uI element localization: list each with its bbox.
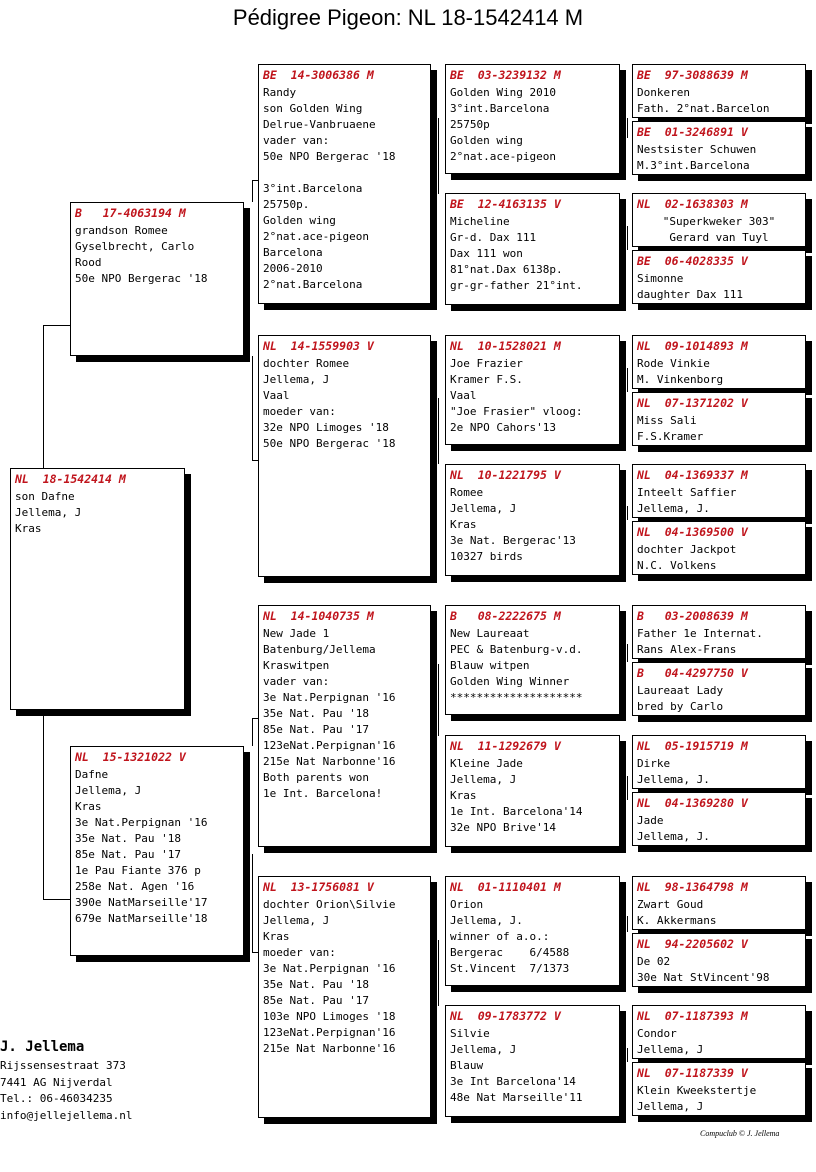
pigeon-detail-line: daughter Dax 111 (637, 288, 743, 301)
pigeon-details (637, 954, 801, 986)
pigeon-card-mm[interactable] (258, 876, 431, 1118)
pigeon-card-ffm[interactable] (445, 193, 620, 305)
pigeon-details (637, 214, 801, 246)
pigeon-detail-line: gr-gr-father 21°int. (450, 279, 583, 292)
connector-line (43, 709, 44, 899)
connector-line (43, 899, 71, 900)
pigeon-detail-line: 81°nat.Dax 6138p. (450, 263, 563, 276)
ring-number: NL 09-1783772 V (450, 1009, 561, 1023)
pigeon-card-g4-8[interactable] (632, 521, 806, 575)
pigeon-details (450, 356, 615, 436)
pigeon-details (637, 1026, 801, 1058)
pigeon-detail-line: 48e Nat Marseille'11 (450, 1091, 583, 1104)
ring-number: BE 97-3088639 M (637, 68, 748, 82)
pigeon-detail-line: 2°nat.ace-pigeon (450, 150, 556, 163)
pigeon-detail-line: 215e Nat Narbonne'16 (263, 1042, 396, 1055)
pigeon-detail-line: Jellema, J (637, 1100, 704, 1113)
pigeon-details (75, 767, 239, 927)
ring-number: NL 04-1369337 M (637, 468, 748, 482)
pigeon-detail-line: Zwart Goud (637, 898, 704, 911)
pigeon-detail-line: Jellema, J (450, 773, 517, 786)
pigeon-card-mf[interactable] (258, 605, 431, 847)
pigeon-detail-line: dochter Jackpot (637, 543, 737, 556)
pigeon-detail-line: 3e Nat. Bergerac'13 (450, 534, 576, 547)
ring-number: BE 01-3246891 V (637, 125, 748, 139)
pigeon-details (450, 485, 615, 565)
pigeon-card-g4-9[interactable] (632, 605, 806, 659)
pigeon-detail-line: 1e Int. Barcelona! (263, 787, 383, 800)
ring-number: NL 04-1369280 V (637, 796, 748, 810)
pigeon-detail-line: son Dafne (15, 490, 75, 503)
pigeon-detail-line: 50e NPO Bergerac '18 (263, 150, 396, 163)
pigeon-detail-line: Jellema, J (263, 373, 330, 386)
connector-line (627, 644, 628, 662)
pigeon-detail-line: 3e Nat.Perpignan '16 (75, 816, 208, 829)
pigeon-detail-line: 123eNat.Perpignan'16 (263, 1026, 396, 1039)
pigeon-detail-line: Joe Frazier (450, 357, 523, 370)
connector-line (627, 118, 628, 138)
pigeon-detail-line: 85e Nat. Pau '17 (75, 848, 181, 861)
pigeon-detail-line: Klein Kweekstertje (637, 1084, 757, 1097)
connector-line (43, 325, 71, 326)
pigeon-detail-line: Kras (75, 800, 102, 813)
ring-number: B 04-4297750 V (637, 666, 748, 680)
ring-number: NL 98-1364798 M (637, 880, 748, 894)
pigeon-detail-line: Jellema, J (15, 506, 82, 519)
pigeon-detail-line: Orion (450, 898, 484, 911)
pigeon-details (637, 542, 801, 574)
pigeon-detail-line: Nestsister Schuwen (637, 143, 757, 156)
pigeon-details (263, 356, 426, 452)
connector-line (438, 118, 439, 194)
pigeon-detail-line: ******************** (450, 691, 583, 704)
pigeon-detail-line: winner of a.o.: (450, 930, 550, 943)
pigeon-detail-line: Micheline (450, 215, 510, 228)
pigeon-detail-line: "Superkweker 303" (662, 215, 776, 228)
pigeon-detail-line: Barcelona (263, 246, 323, 259)
pigeon-details (75, 223, 239, 287)
pigeon-details (450, 756, 615, 836)
pigeon-detail-line: 50e NPO Bergerac '18 (75, 272, 208, 285)
pigeon-detail-line: 215e Nat Narbonne'16 (263, 755, 396, 768)
pigeon-card-g4-7[interactable] (632, 464, 806, 518)
ring-number: NL 94-2205602 V (637, 937, 748, 951)
ring-number: NL 09-1014893 M (637, 339, 748, 353)
pigeon-detail-line: Inteelt Saffier (637, 486, 737, 499)
pigeon-detail-line: 123eNat.Perpignan'16 (263, 739, 396, 752)
ring-number: NL 07-1187339 V (637, 1066, 748, 1080)
pigeon-detail-line: 3e Nat.Perpignan '16 (263, 691, 396, 704)
pigeon-detail-line: Jade (637, 814, 664, 827)
pigeon-detail-line: Batenburg/Jellema (263, 643, 376, 656)
pigeon-detail-line: 2e NPO Cahors'13 (450, 421, 556, 434)
ring-number: NL 14-1559903 V (263, 339, 374, 353)
connector-line (627, 916, 628, 932)
pigeon-detail-line: Silvie (450, 1027, 490, 1040)
pigeon-detail-line: M.3°int.Barcelona (637, 159, 750, 172)
pigeon-detail-line: Jellema, J (75, 784, 142, 797)
pigeon-card-g4-13[interactable] (632, 876, 806, 930)
connector-line (627, 368, 628, 392)
pigeon-detail-line: vader van: (263, 134, 330, 147)
pigeon-detail-line: Blauw witpen (450, 659, 530, 672)
pigeon-detail-line: Rans Alex-Frans (637, 643, 737, 656)
pigeon-details (450, 1026, 615, 1106)
pigeon-detail-line: Vaal (263, 389, 290, 402)
pigeon-detail-line: Gr-d. Dax 111 (450, 231, 537, 244)
connector-line (252, 356, 253, 460)
pigeon-details (637, 756, 801, 788)
pigeon-details (450, 626, 615, 706)
pigeon-detail-line: 2°nat.Barcelona (263, 278, 363, 291)
pigeon-card-fm[interactable] (258, 335, 431, 577)
pigeon-detail-line: Jellema, J. (637, 773, 710, 786)
ring-number: NL 11-1292679 V (450, 739, 561, 753)
pigeon-detail-line: 258e Nat. Agen '16 (75, 880, 195, 893)
ring-number: NL 15-1321022 V (75, 750, 186, 764)
pigeon-detail-line: Dax 111 won (450, 247, 523, 260)
pigeon-detail-line: dochter Orion\Silvie (263, 898, 396, 911)
pigeon-detail-line: son Golden Wing (263, 102, 363, 115)
pigeon-detail-line: Donkeren (637, 86, 690, 99)
ring-number: BE 14-3006386 M (263, 68, 374, 82)
pigeon-detail-line: Fath. 2°nat.Barcelon (637, 102, 770, 115)
pigeon-detail-line: Rood (75, 256, 102, 269)
ring-number: BE 03-3239132 M (450, 68, 561, 82)
ring-number: NL 07-1187393 M (637, 1009, 748, 1023)
pigeon-details (637, 485, 801, 517)
pigeon-detail-line: Kras (15, 522, 42, 535)
pigeon-details (637, 85, 801, 117)
ring-number: NL 02-1638303 M (637, 197, 748, 211)
pigeon-detail-line (263, 165, 426, 181)
pigeon-detail-line: K. Akkermans (637, 914, 717, 927)
connector-line (627, 506, 628, 520)
pigeon-detail-line: New Laureaat (450, 627, 530, 640)
pigeon-detail-line: Golden wing (263, 214, 336, 227)
pigeon-detail-line: "Joe Frasier" vloog: (450, 405, 583, 418)
pigeon-card-fff[interactable] (445, 64, 620, 174)
pigeon-detail-line: Kras (263, 930, 290, 943)
pigeon-detail-line: 103e NPO Limoges '18 (263, 1010, 396, 1023)
pigeon-detail-line: Jellema, J (450, 1043, 517, 1056)
pigeon-card-g4-10[interactable] (632, 662, 806, 716)
pigeon-detail-line: dochter Romee (263, 357, 350, 370)
pigeon-detail-line: moeder van: (263, 946, 336, 959)
pigeon-details (450, 85, 615, 165)
pigeon-detail-line: Gyselbrecht, Carlo (75, 240, 195, 253)
pigeon-detail-line: Bergerac 6/4588 (450, 946, 570, 959)
pigeon-detail-line: vader van: (263, 675, 330, 688)
pigeon-detail-line: 1e Int. Barcelona'14 (450, 805, 583, 818)
owner-phone: Tel.: 06-46034235 (0, 1092, 113, 1105)
pigeon-card-father[interactable] (70, 202, 244, 356)
pigeon-card-g4-3[interactable] (632, 193, 806, 247)
pigeon-detail-line: 10327 birds (450, 550, 523, 563)
owner-city-line: 7441 AG Nijverdal (0, 1075, 113, 1089)
pigeon-card-g4-12[interactable] (632, 792, 806, 846)
pigeon-detail-line: De 02 (637, 955, 671, 968)
pigeon-detail-line: Laureaat Lady (637, 684, 724, 697)
ring-number: NL 07-1371202 V (637, 396, 748, 410)
pigeon-card-g4-11[interactable] (632, 735, 806, 789)
pigeon-detail-line: Romee (450, 486, 484, 499)
pigeon-detail-line: 3°int.Barcelona (450, 102, 550, 115)
pigeon-details (637, 356, 801, 388)
pigeon-detail-line: 3e Nat.Perpignan '16 (263, 962, 396, 975)
pigeon-detail-line: 50e NPO Bergerac '18 (263, 437, 396, 450)
ring-number: NL 13-1756081 V (263, 880, 374, 894)
pigeon-detail-line: Rode Vinkie (637, 357, 710, 370)
ring-number: B 03-2008639 M (637, 609, 748, 623)
pigeon-card-g4-16[interactable] (632, 1062, 806, 1116)
pigeon-detail-line: grandson Romee (75, 224, 168, 237)
pigeon-detail-line: Dafne (75, 768, 109, 781)
pigeon-detail-line: 32e NPO Brive'14 (450, 821, 556, 834)
owner-address-line: Rijssensestraat 373 (0, 1059, 126, 1072)
pigeon-detail-line: Jellema, J. (637, 502, 710, 515)
owner-info (0, 1036, 132, 1124)
pigeon-card-ff[interactable] (258, 64, 431, 304)
pigeon-detail-line: moeder van: (263, 405, 336, 418)
pigeon-details (637, 413, 801, 445)
copyright-footer: Compuclub © J. Jellema (700, 1129, 780, 1138)
ring-number: NL 01-1110401 M (450, 880, 561, 894)
pigeon-detail-line: PEC & Batenburg-v.d. (450, 643, 583, 656)
pigeon-details (637, 683, 801, 715)
connector-line (43, 325, 44, 469)
pigeon-detail-line: Kras (450, 789, 477, 802)
pigeon-detail-line: New Jade 1 (263, 627, 330, 640)
ring-number: NL 10-1528021 M (450, 339, 561, 353)
pigeon-details (637, 271, 801, 303)
connector-line (438, 940, 439, 1006)
pigeon-detail-line: St.Vincent 7/1373 (450, 962, 570, 975)
ring-number: NL 10-1221795 V (450, 468, 561, 482)
ring-number: B 08-2222675 M (450, 609, 561, 623)
pigeon-detail-line: Golden Wing 2010 (450, 86, 556, 99)
pigeon-detail-line: 35e Nat. Pau '18 (75, 832, 181, 845)
pigeon-detail-line: 85e Nat. Pau '17 (263, 723, 369, 736)
pigeon-card-mfm[interactable] (445, 735, 620, 847)
pigeon-detail-line: 85e Nat. Pau '17 (263, 994, 369, 1007)
pigeon-detail-line: 25750p (450, 118, 490, 131)
pigeon-details (637, 897, 801, 929)
pigeon-detail-line: 2°nat.ace-pigeon (263, 230, 369, 243)
pigeon-detail-line: bred by Carlo (637, 700, 724, 713)
pigeon-detail-line: Kramer F.S. (450, 373, 523, 386)
pigeon-detail-line: 3°int.Barcelona (263, 182, 363, 195)
pigeon-card-subject[interactable] (10, 468, 185, 710)
pigeon-details (263, 85, 426, 293)
connector-line (438, 664, 439, 736)
pigeon-detail-line: 1e Pau Fiante 376 p (75, 864, 201, 877)
pigeon-card-mmm[interactable] (445, 1005, 620, 1117)
owner-name: J. Jellema (0, 1039, 85, 1055)
pigeon-details (450, 214, 615, 294)
owner-email[interactable]: info@jellejellema.nl (0, 1108, 133, 1122)
pigeon-detail-line: 2006-2010 (263, 262, 323, 275)
pigeon-details (263, 626, 426, 802)
ring-number: B 17-4063194 M (75, 206, 186, 220)
pigeon-detail-line: Jellema, J. (450, 914, 523, 927)
pigeon-detail-line: Condor (637, 1027, 677, 1040)
pigeon-details (450, 897, 615, 977)
pigeon-card-mmf[interactable] (445, 876, 620, 986)
pigeon-detail-line: Jellema, J (450, 502, 517, 515)
pigeon-detail-line: N.C. Volkens (637, 559, 717, 572)
pigeon-details (263, 897, 426, 1057)
pigeon-detail-line: Gerard van Tuyl (669, 231, 769, 244)
ring-number: NL 04-1369500 V (637, 525, 748, 539)
pigeon-detail-line: Delrue-Vanbruaene (263, 118, 376, 131)
pigeon-details (637, 1083, 801, 1115)
pigeon-card-g4-2[interactable] (632, 121, 806, 175)
pigeon-detail-line: Jellema, J. (637, 830, 710, 843)
pigeon-detail-line: M. Vinkenborg (637, 373, 724, 386)
connector-line (627, 776, 628, 800)
pigeon-card-mother[interactable] (70, 746, 244, 956)
ring-number: BE 06-4028335 V (637, 254, 748, 268)
ring-number: NL 18-1542414 M (15, 472, 126, 486)
pigeon-card-mff[interactable] (445, 605, 620, 715)
pigeon-card-g4-15[interactable] (632, 1005, 806, 1059)
pigeon-detail-line: 3e Int Barcelona'14 (450, 1075, 576, 1088)
pigeon-card-g4-1[interactable] (632, 64, 806, 118)
pigeon-card-g4-4[interactable] (632, 250, 806, 304)
pigeon-card-g4-6[interactable] (632, 392, 806, 446)
pigeon-detail-line: Vaal (450, 389, 477, 402)
connector-line (627, 1048, 628, 1062)
connector-line (252, 718, 253, 746)
pigeon-detail-line: Simonne (637, 272, 684, 285)
pigeon-detail-line: Both parents won (263, 771, 369, 784)
pigeon-detail-line: Dirke (637, 757, 671, 770)
connector-line (252, 180, 253, 202)
pigeon-details (637, 626, 801, 658)
pigeon-detail-line: Jellema, J (637, 1043, 704, 1056)
connector-line (438, 398, 439, 464)
connector-line (252, 854, 253, 952)
pigeon-detail-line: Father 1e Internat. (637, 627, 763, 640)
pigeon-detail-line: Kleine Jade (450, 757, 523, 770)
pigeon-details (15, 489, 180, 537)
pigeon-detail-line: Kraswitpen (263, 659, 330, 672)
pigeon-details (637, 813, 801, 845)
connector-line (627, 226, 628, 250)
pigeon-detail-line: 35e Nat. Pau '18 (263, 978, 369, 991)
pigeon-detail-line: 32e NPO Limoges '18 (263, 421, 389, 434)
pigeon-detail-line: 35e Nat. Pau '18 (263, 707, 369, 720)
pigeon-card-g4-5[interactable] (632, 335, 806, 389)
pigeon-card-fmm[interactable] (445, 464, 620, 576)
ring-number: BE 12-4163135 V (450, 197, 561, 211)
pigeon-card-g4-14[interactable] (632, 933, 806, 987)
pigeon-detail-line: Golden wing (450, 134, 523, 147)
pigeon-detail-line: Kras (450, 518, 477, 531)
ring-number: NL 14-1040735 M (263, 609, 374, 623)
page-title: Pédigree Pigeon: NL 18-1542414 M (232, 5, 584, 30)
pigeon-card-fmf[interactable] (445, 335, 620, 445)
pigeon-detail-line: F.S.Kramer (637, 430, 704, 443)
pigeon-detail-line: 679e NatMarseille'18 (75, 912, 208, 925)
pigeon-detail-line: Jellema, J (263, 914, 330, 927)
pigeon-detail-line: Randy (263, 86, 297, 99)
pigeon-detail-line: 30e Nat StVincent'98 (637, 971, 770, 984)
pigeon-detail-line: Miss Sali (637, 414, 697, 427)
pigeon-detail-line: Golden Wing Winner (450, 675, 570, 688)
ring-number: NL 05-1915719 M (637, 739, 748, 753)
pigeon-detail-line: 25750p. (263, 198, 310, 211)
pigeon-detail-line: Blauw (450, 1059, 484, 1072)
pigeon-details (637, 142, 801, 174)
pigeon-detail-line: 390e NatMarseille'17 (75, 896, 208, 909)
